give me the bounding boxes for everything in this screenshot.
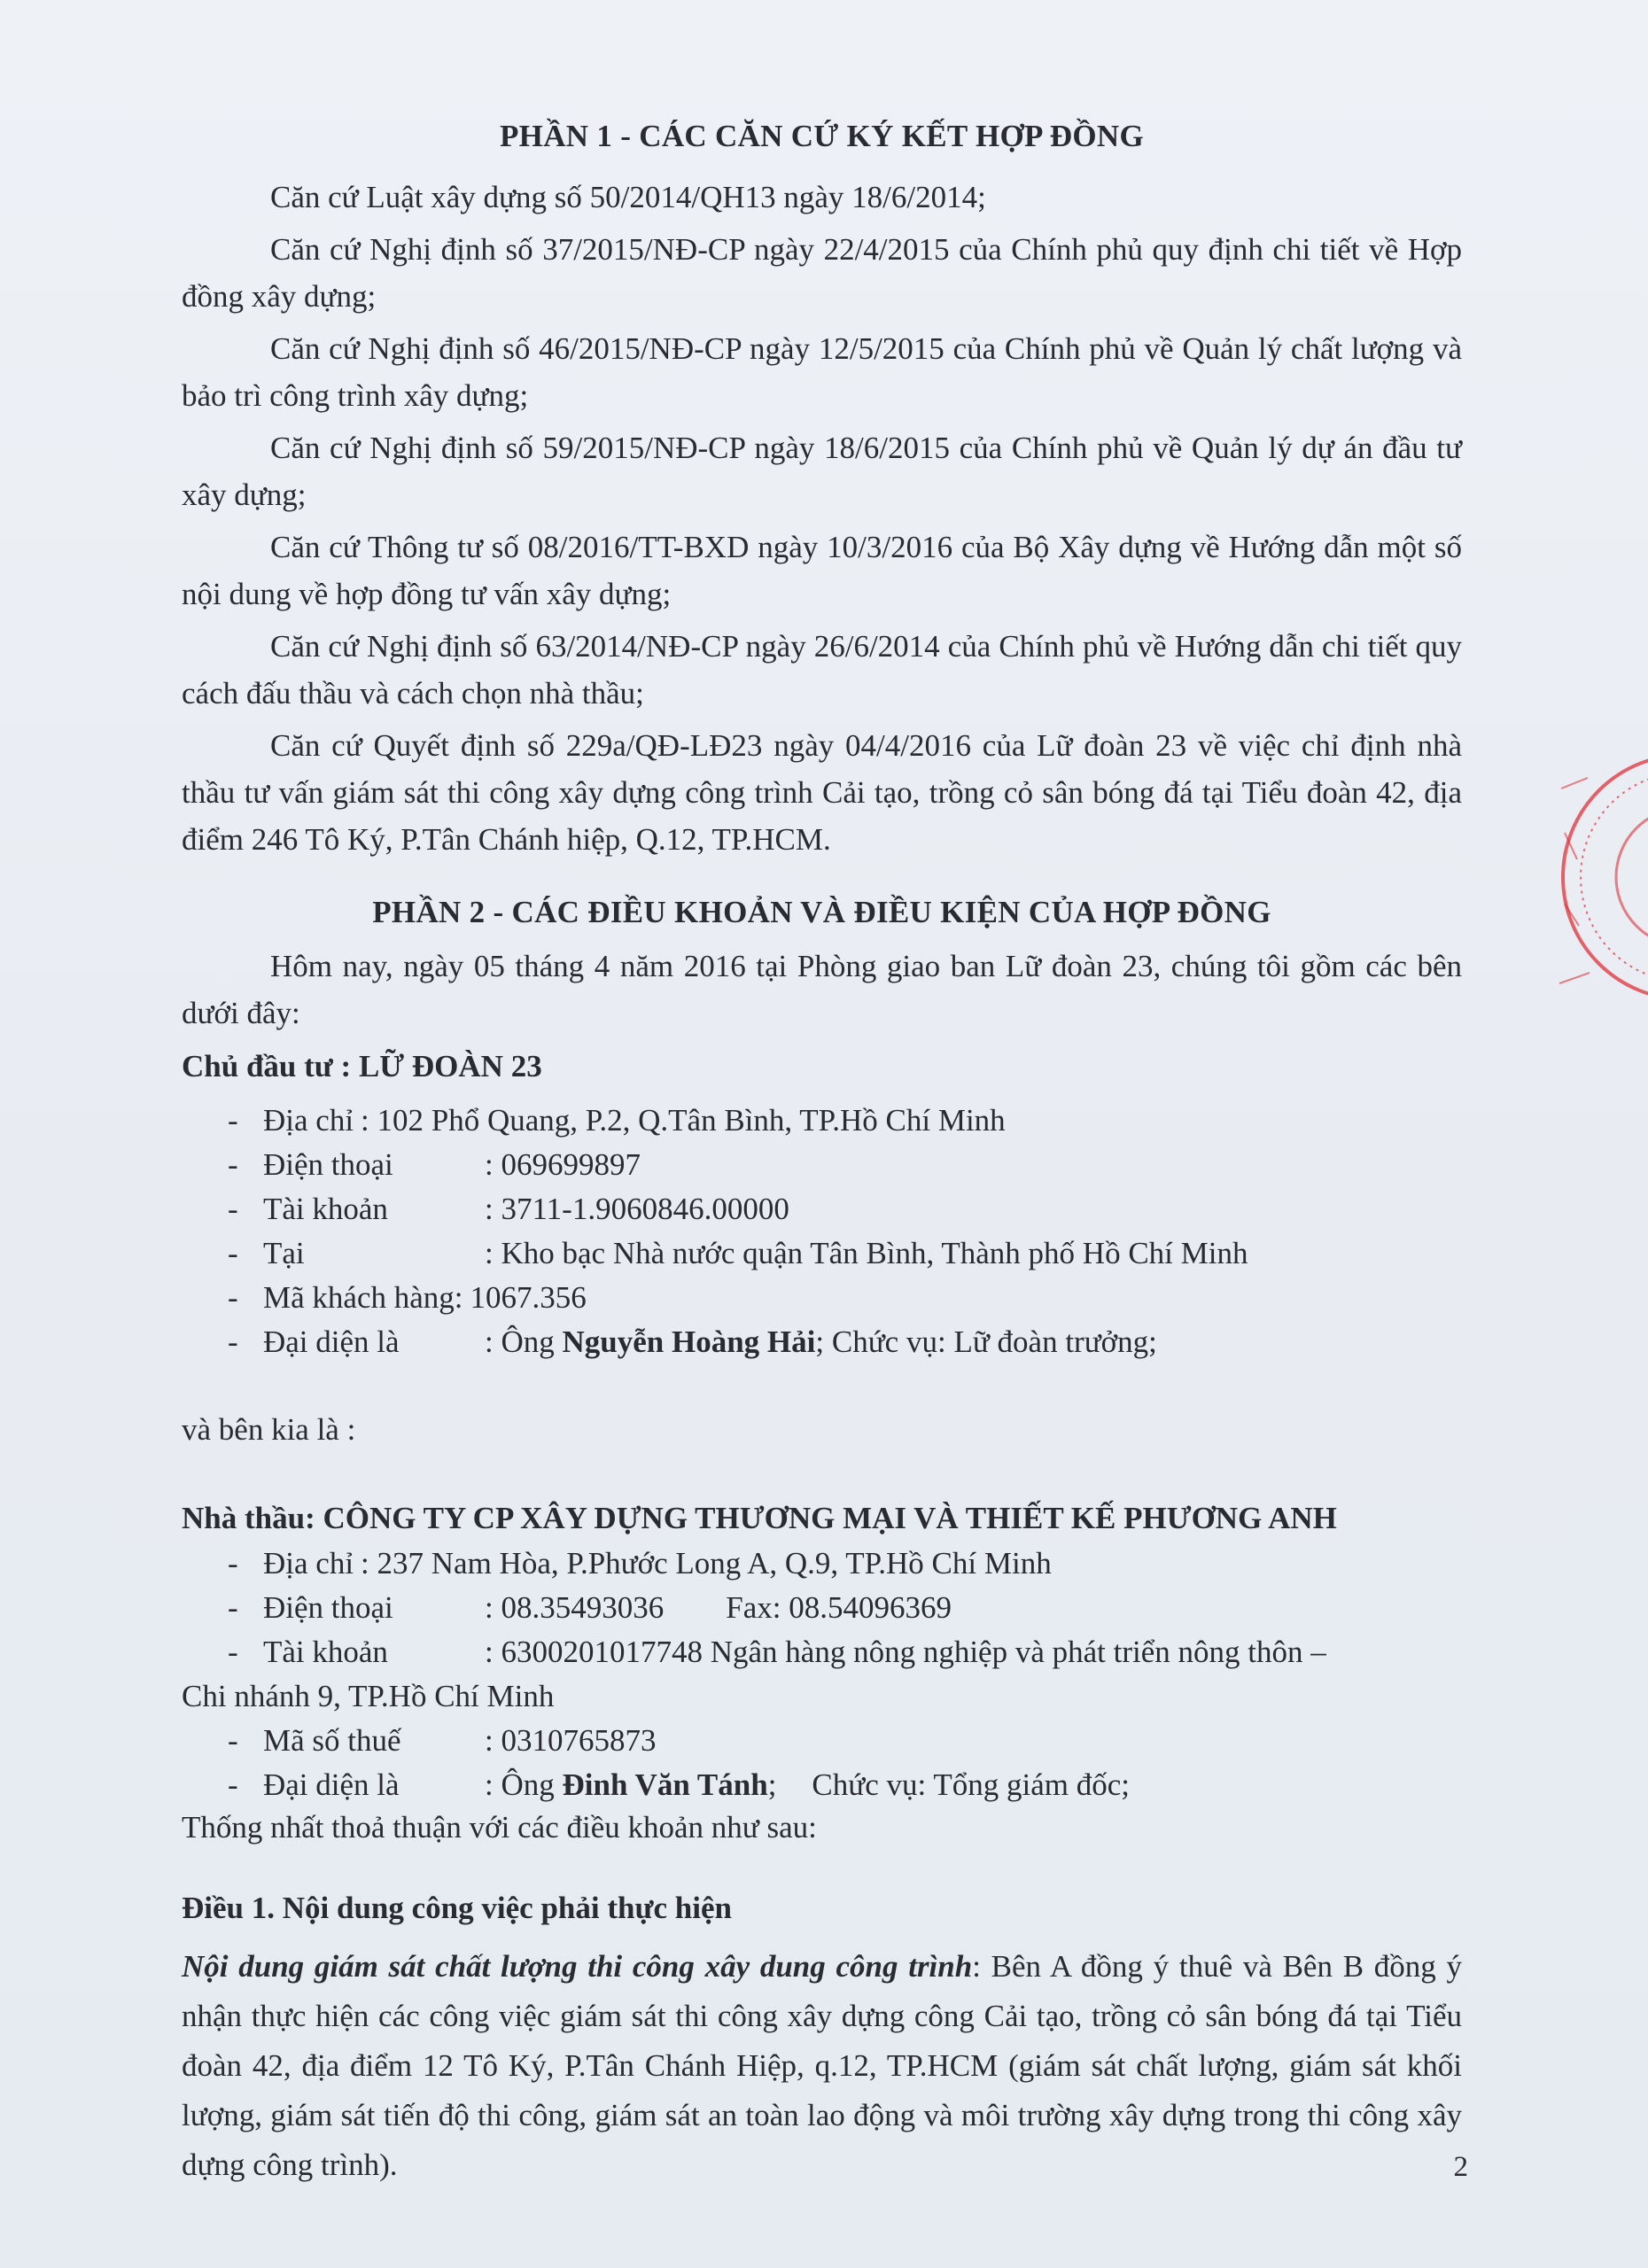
basis-item: Căn cứ Nghị định số 46/2015/NĐ-CP ngày 12/5/2015 của Chính phủ về Quản lý chất lượng và bảo trì công trình xây dựng; (182, 331, 1462, 413)
page-number: 2 (1453, 2151, 1468, 2183)
investor-address: - Địa chỉ : 102 Phổ Quang, P.2, Q.Tân Bình, TP.Hồ Chí Minh (228, 1103, 1006, 1138)
investor-rep-name: Nguyễn Hoàng Hải (562, 1324, 816, 1359)
contractor-tax-code: - Mã số thuế : 0310765873 (228, 1723, 657, 1758)
contractor-account-continued: Chi nhánh 9, TP.Hồ Chí Minh (182, 1679, 555, 1713)
article-1-lead: Nội dung giám sát chất lượng thi công xây dung công trình (182, 1949, 973, 1984)
contractor-address: - Địa chỉ : 237 Nam Hòa, P.Phước Long A, Q.9, TP.Hồ Chí Minh (228, 1546, 1052, 1581)
article-1-body (182, 1942, 1462, 2190)
document-body (182, 106, 1462, 2190)
contractor-account: - Tài khoản : 6300201017748 Ngân hàng nông nghiệp và phát triển nông thôn – (228, 1635, 1326, 1669)
agreement-text: Thống nhất thoả thuận với các điều khoản như sau: (182, 1810, 817, 1845)
part2-title: PHẦN 2 - CÁC ĐIỀU KHOẢN VÀ ĐIỀU KIỆN CỦA HỢP ĐỒNG (372, 895, 1271, 929)
contractor-info-list-2 (228, 1719, 1462, 1807)
contractor-rep-position: Chức vụ: Tổng giám đốc; (812, 1767, 1130, 1802)
contractor-rep-name: Đinh Văn Tánh (562, 1767, 768, 1802)
basis-item: Căn cứ Luật xây dựng số 50/2014/QH13 ngày 18/6/2014; (270, 180, 986, 214)
contractor-heading: Nhà thầu: CÔNG TY CP XÂY DỰNG THƯƠNG MẠI VÀ THIẾT KẾ PHƯƠNG ANH (182, 1501, 1337, 1535)
part1-title: PHẦN 1 - CÁC CĂN CỨ KÝ KẾT HỢP ĐỒNG (499, 119, 1145, 153)
basis-item: Căn cứ Nghị định số 59/2015/NĐ-CP ngày 18/6/2015 của Chính phủ về Quản lý dự án đầu tư xây dựng; (182, 431, 1462, 512)
basis-item: Căn cứ Thông tư số 08/2016/TT-BXD ngày 10/3/2016 của Bộ Xây dựng về Hướng dẫn một số nội dung về hợp đồng tư vấn xây dựng; (182, 530, 1462, 611)
basis-item: Căn cứ Nghị định số 63/2014/NĐ-CP ngày 26/6/2014 của Chính phủ về Hướng dẫn chi tiết quy cách đấu thầu và cách chọn nhà thầu; (182, 629, 1462, 711)
part2-intro: Hôm nay, ngày 05 tháng 4 năm 2016 tại Phòng giao ban Lữ đoàn 23, chúng tôi gồm các bên dưới đây: (182, 949, 1462, 1030)
investor-representative: - Đại diện là : Ông Nguyễn Hoàng Hải; Chức vụ: Lữ đoàn trưởng; (228, 1324, 1157, 1359)
investor-info-list (228, 1099, 1462, 1364)
investor-phone: - Điện thoại : 069699897 (228, 1147, 641, 1182)
basis-item: Căn cứ Quyết định số 229a/QĐ-LĐ23 ngày 04/4/2016 của Lữ đoàn 23 về việc chỉ định nhà thầu tư vấn giám sát thi công xây dựng công trình Cải tạo, trồng cỏ sân bóng đá tại Tiểu đoàn 42, địa điểm 246 Tô Ký, P.Tân Chánh hiệp, Q.12, TP.HCM. (182, 728, 1462, 857)
contractor-fax: Fax: 08.54096369 (726, 1590, 952, 1625)
contractor-representative: - Đại diện là : Ông Đinh Văn Tánh; Chức vụ: Tổng giám đốc; (228, 1767, 1130, 1802)
investor-heading: Chủ đầu tư : LỮ ĐOÀN 23 (182, 1049, 542, 1084)
article-1-text: : Bên A đồng ý thuê và Bên B đồng ý nhận thực hiện các công việc giám sát thi công xây dựng công Cải tạo, trồng cỏ sân bóng đá tại Tiểu đoàn 42, địa điểm 12 Tô Ký, P.Tân Chánh Hiệp, q.12, TP.HCM (giám sát chất lượng, giám sát khối lượng, giám sát tiến độ thi công, giám sát an toàn lao động và môi trường xây dựng trong thi công xây dựng công trình). (182, 1949, 1462, 2182)
investor-account: - Tài khoản : 3711-1.9060846.00000 (228, 1192, 789, 1226)
investor-customer-code: - Mã khách hàng: 1067.356 (228, 1280, 587, 1315)
other-party-text: và bên kia là : (182, 1412, 356, 1447)
red-seal-stamp-icon (1552, 735, 1648, 1019)
basis-item: Căn cứ Nghị định số 37/2015/NĐ-CP ngày 22/4/2015 của Chính phủ quy định chi tiết về Hợp đồng xây dựng; (182, 232, 1462, 314)
contractor-phone: - Điện thoại : 08.35493036 Fax: 08.54096369 (228, 1590, 952, 1625)
article-1-title: Điều 1. Nội dung công việc phải thực hiện (182, 1891, 732, 1925)
contractor-info-list (228, 1542, 1462, 1674)
investor-bank: - Tại : Kho bạc Nhà nước quận Tân Bình, Thành phố Hồ Chí Minh (228, 1236, 1248, 1270)
